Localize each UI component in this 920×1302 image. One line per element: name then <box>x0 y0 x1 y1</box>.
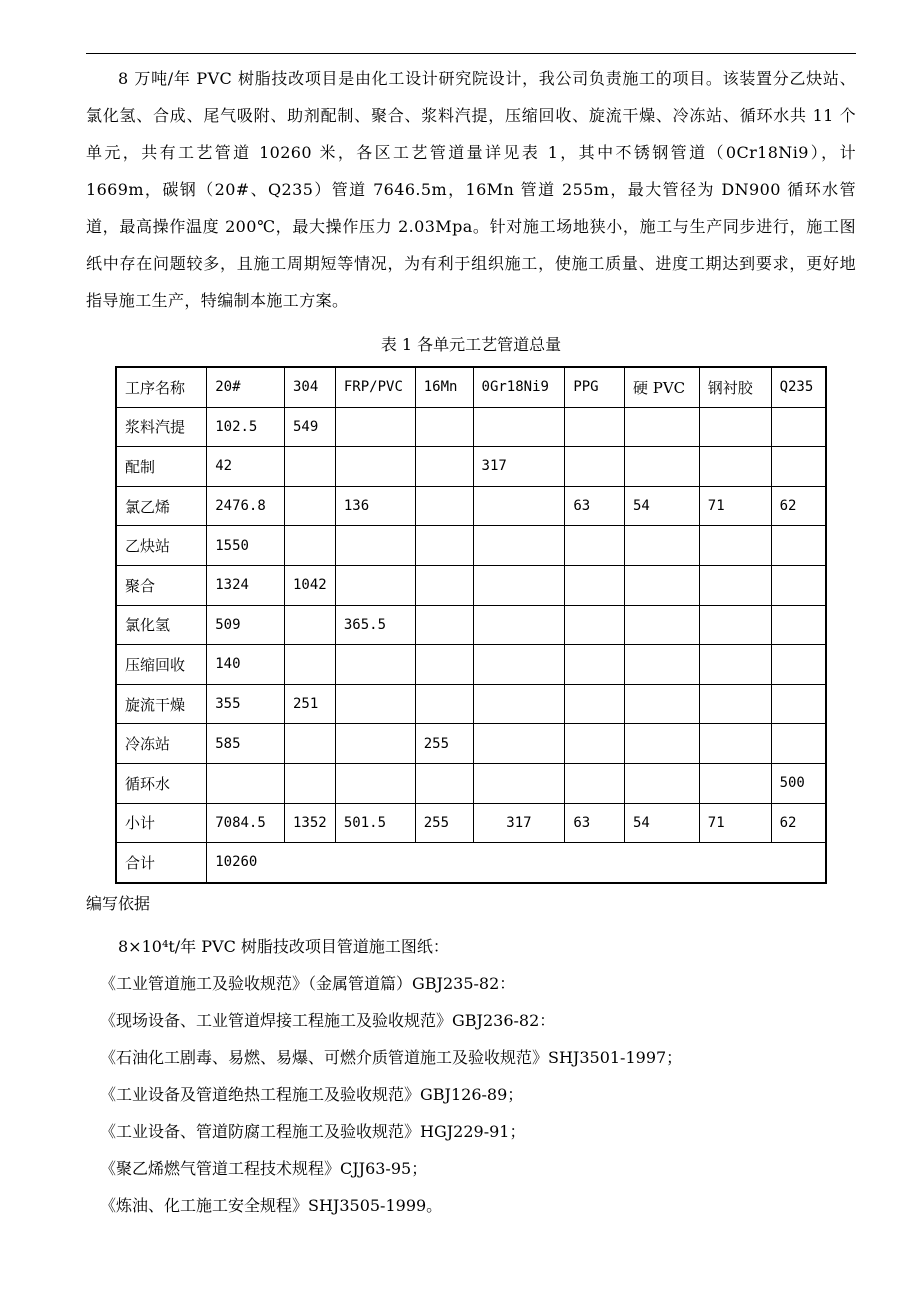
total-value-cell: 10260 <box>207 843 826 883</box>
table-header-row <box>116 367 826 407</box>
header-cell: Q235 <box>771 367 826 407</box>
basis-list <box>86 928 856 1224</box>
total-row <box>116 843 826 883</box>
table-cell <box>473 486 565 526</box>
subtotal-row <box>116 803 826 843</box>
table-cell <box>771 724 826 764</box>
table-cell <box>565 724 625 764</box>
table-cell <box>415 605 473 645</box>
table-cell: 365.5 <box>335 605 415 645</box>
pipe-quantity-table <box>115 366 827 884</box>
table-cell <box>771 645 826 685</box>
table-cell <box>335 447 415 487</box>
table-cell <box>771 526 826 566</box>
table-cell <box>207 763 285 803</box>
table-cell: 255 <box>415 803 473 843</box>
table-body <box>116 367 826 883</box>
header-cell: 钢衬胶 <box>699 367 771 407</box>
basis-item: 8×10⁴t/年 PVC 树脂技改项目管道施工图纸： <box>118 937 449 956</box>
header-cell: 0Gr18Ni9 <box>473 367 565 407</box>
table-cell <box>624 565 699 605</box>
table-cell <box>284 526 335 566</box>
table-row <box>116 645 826 685</box>
table-row <box>116 724 826 764</box>
table-cell: 140 <box>207 645 285 685</box>
table-cell: 255 <box>415 724 473 764</box>
table-cell: 2476.8 <box>207 486 285 526</box>
table-cell <box>415 763 473 803</box>
table-cell: 62 <box>771 486 826 526</box>
row-label-cell: 乙炔站 <box>116 526 207 566</box>
row-label-cell: 循环水 <box>116 763 207 803</box>
table-cell <box>565 605 625 645</box>
table-row <box>116 486 826 526</box>
table-cell <box>284 447 335 487</box>
table-cell <box>473 605 565 645</box>
basis-item: 《石油化工剧毒、易燃、易爆、可燃介质管道施工及验收规范》SHJ3501-1997； <box>100 1048 683 1067</box>
table-cell <box>335 526 415 566</box>
table-cell: 71 <box>699 486 771 526</box>
table-cell: 585 <box>207 724 285 764</box>
table-cell <box>415 684 473 724</box>
table-cell <box>624 684 699 724</box>
table-cell <box>771 447 826 487</box>
header-cell: 20# <box>207 367 285 407</box>
basis-heading: 编写依据 <box>86 894 151 913</box>
table-cell <box>624 763 699 803</box>
header-rule <box>86 53 856 54</box>
table-cell: 317 <box>473 803 565 843</box>
total-label-cell: 合计 <box>116 843 207 883</box>
table-cell: 54 <box>624 803 699 843</box>
table-row <box>116 684 826 724</box>
row-label-cell: 浆料汽提 <box>116 407 207 447</box>
table-cell <box>624 724 699 764</box>
row-label-cell: 压缩回收 <box>116 645 207 685</box>
table-row <box>116 526 826 566</box>
table-cell <box>473 724 565 764</box>
table-cell <box>624 407 699 447</box>
table-cell: 42 <box>207 447 285 487</box>
table-cell <box>771 565 826 605</box>
table-cell <box>699 684 771 724</box>
table-cell <box>284 763 335 803</box>
table-cell: 549 <box>284 407 335 447</box>
table-row <box>116 447 826 487</box>
intro-paragraph: 8 万吨/年 PVC 树脂技改项目是由化工设计研究院设计，我公司负责施工的项目。该装置分乙炔站、氯化氢、合成、尾气吸附、助剂配制、聚合、浆料汽提，压缩回收、旋流干燥、冷冻站、循环水共 11 个单元，共有工艺管道 10260 米，各区工艺管道量详见表 1，其中不锈钢管道（0Cr18Ni9），计 1669m，碳钢（20#、Q235）管道 7646.5m，16Mn 管道 255m，最大管径为 DN900 循环水管道，最高操作温度 200℃，最大操作压力 2.03Mpa。针对施工场地狭小，施工与生产同步进行，施工图纸中存在问题较多，且施工周期短等情况，为有利于组织施工，使施工质量、进度工期达到要求，更好地指导施工生产，特编制本施工方案。 <box>86 69 856 310</box>
table-row <box>116 407 826 447</box>
table-cell <box>415 486 473 526</box>
basis-item: 《工业管道施工及验收规范》（金属管道篇）GBJ235-82： <box>100 974 516 993</box>
table-cell: 54 <box>624 486 699 526</box>
table-cell: 7084.5 <box>207 803 285 843</box>
table-cell <box>699 724 771 764</box>
table-cell <box>699 565 771 605</box>
table-cell <box>415 645 473 685</box>
table-cell <box>565 565 625 605</box>
table-cell <box>335 565 415 605</box>
table-cell: 71 <box>699 803 771 843</box>
row-label-cell: 小计 <box>116 803 207 843</box>
table-cell <box>473 407 565 447</box>
table-cell <box>565 447 625 487</box>
row-label-cell: 聚合 <box>116 565 207 605</box>
table-cell: 501.5 <box>335 803 415 843</box>
table-cell <box>624 526 699 566</box>
header-cell: 16Mn <box>415 367 473 407</box>
table-cell: 251 <box>284 684 335 724</box>
table-cell <box>565 526 625 566</box>
table-cell: 500 <box>771 763 826 803</box>
header-cell: PPG <box>565 367 625 407</box>
table-cell: 1550 <box>207 526 285 566</box>
table-cell <box>771 407 826 447</box>
table-cell <box>284 486 335 526</box>
table-cell: 509 <box>207 605 285 645</box>
table-cell <box>771 684 826 724</box>
table-cell <box>699 447 771 487</box>
table-row <box>116 565 826 605</box>
table-cell: 102.5 <box>207 407 285 447</box>
row-label-cell: 冷冻站 <box>116 724 207 764</box>
table-cell <box>565 684 625 724</box>
table-cell <box>771 605 826 645</box>
table-cell <box>565 407 625 447</box>
table-cell <box>473 763 565 803</box>
table-cell <box>565 645 625 685</box>
table-cell <box>624 645 699 685</box>
basis-item: 《工业设备、管道防腐工程施工及验收规范》HGJ229-91； <box>100 1122 526 1141</box>
table-caption: 表 1 各单元工艺管道总量 <box>380 335 562 354</box>
table-cell <box>699 526 771 566</box>
table-row <box>116 605 826 645</box>
header-cell: 304 <box>284 367 335 407</box>
table-cell <box>624 447 699 487</box>
header-cell: 工序名称 <box>116 367 207 407</box>
table-cell <box>415 447 473 487</box>
table-cell <box>335 763 415 803</box>
table-cell: 63 <box>565 486 625 526</box>
table-cell <box>335 407 415 447</box>
table-cell: 317 <box>473 447 565 487</box>
table-cell <box>699 763 771 803</box>
basis-item: 《工业设备及管道绝热工程施工及验收规范》GBJ126-89； <box>100 1085 524 1104</box>
table-cell <box>284 605 335 645</box>
header-cell: 硬 PVC <box>624 367 699 407</box>
row-label-cell: 配制 <box>116 447 207 487</box>
table-cell <box>284 724 335 764</box>
table-cell <box>473 565 565 605</box>
table-row <box>116 763 826 803</box>
table-cell <box>699 407 771 447</box>
table-cell: 355 <box>207 684 285 724</box>
table-cell: 1352 <box>284 803 335 843</box>
table-cell <box>284 645 335 685</box>
table-cell: 62 <box>771 803 826 843</box>
table-cell: 1042 <box>284 565 335 605</box>
header-cell: FRP/PVC <box>335 367 415 407</box>
table-cell <box>335 645 415 685</box>
table-cell <box>565 763 625 803</box>
table-cell <box>335 724 415 764</box>
table-cell <box>473 684 565 724</box>
basis-item: 《现场设备、工业管道焊接工程施工及验收规范》GBJ236-82： <box>100 1011 556 1030</box>
table-cell <box>473 526 565 566</box>
basis-item: 《聚乙烯燃气管道工程技术规程》CJJ63-95； <box>100 1159 428 1178</box>
row-label-cell: 旋流干燥 <box>116 684 207 724</box>
table-cell <box>699 605 771 645</box>
table-cell <box>415 565 473 605</box>
table-cell: 1324 <box>207 565 285 605</box>
table-cell: 63 <box>565 803 625 843</box>
row-label-cell: 氯乙烯 <box>116 486 207 526</box>
table-cell <box>335 684 415 724</box>
table-cell <box>415 526 473 566</box>
table-cell: 136 <box>335 486 415 526</box>
row-label-cell: 氯化氢 <box>116 605 207 645</box>
table-cell <box>624 605 699 645</box>
table-cell <box>699 645 771 685</box>
basis-item: 《炼油、化工施工安全规程》SHJ3505-1999。 <box>100 1196 443 1215</box>
table-cell <box>415 407 473 447</box>
table-cell <box>473 645 565 685</box>
